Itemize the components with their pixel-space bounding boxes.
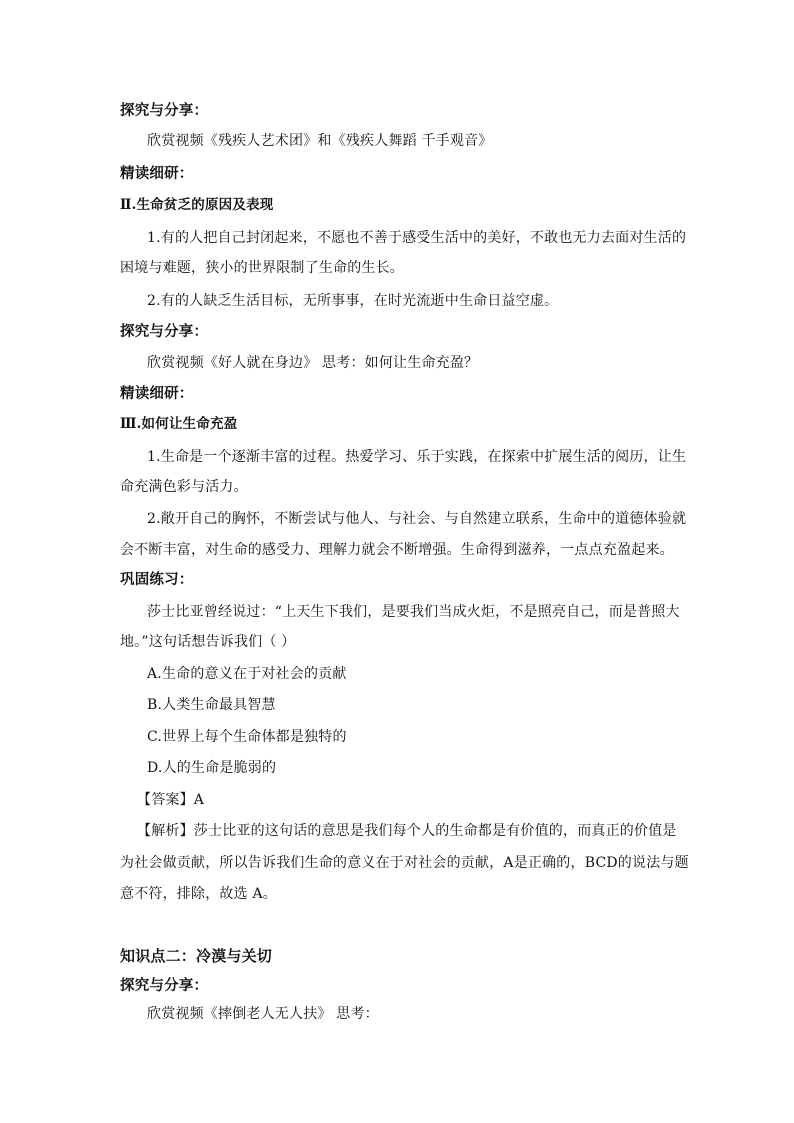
heading-explore-share-3: 探究与分享： — [120, 977, 209, 994]
subheading-life-poverty: Ⅱ.生命贫乏的原因及表现 — [120, 197, 274, 213]
option-c: C.世界上每个生命体都是独特的 — [147, 729, 347, 745]
paragraph-video-recommendation-2: 欣赏视频《好人就在身边》 思考：如何让生命充盈？ — [147, 355, 479, 371]
paragraph-enrich-life-1-line-2: 命充满色彩与活力。 — [120, 479, 248, 495]
paragraph-video-recommendation-3: 欣赏视频《摔倒老人无人扶》 思考： — [147, 1006, 379, 1022]
option-a: A.生命的意义在于对社会的贡献 — [147, 666, 347, 682]
paragraph-video-recommendation-1: 欣赏视频《残疾人艺术团》和《残疾人舞蹈 千手观音》 — [147, 133, 493, 149]
heading-explore-share-2: 探究与分享： — [120, 323, 209, 340]
heading-explore-share-1: 探究与分享： — [120, 102, 209, 119]
explanation-line-1: 【解析】莎士比亚的这句话的意思是我们每个人的生命都是有价值的，而真正的价值是 — [137, 823, 677, 839]
paragraph-life-poverty-2: 2.有的人缺乏生活目标，无所事事，在时光流逝中生命日益空虚。 — [147, 293, 559, 309]
paragraph-enrich-life-1-line-1: 1.生命是一个逐渐丰富的过程。热爱学习、乐于实践，在探索中扩展生活的阅历，让生 — [147, 449, 687, 465]
paragraph-life-poverty-1-line-1: 1.有的人把自己封闭起来，不愿也不善于感受生活中的美好，不敢也无力去面对生活的 — [147, 230, 687, 246]
question-line-2: 地。”这句话想告诉我们（ ） — [120, 634, 296, 650]
option-b: B.人类生命最具智慧 — [147, 697, 276, 713]
question-line-1: 莎士比亚曾经说过：“上天生下我们，是要我们当成火炬，不是照亮自己，而是普照大 — [147, 604, 680, 620]
paragraph-enrich-life-2-line-1: 2.敞开自己的胸怀，不断尝试与他人、与社会、与自然建立联系，生命中的道德体验就 — [147, 511, 687, 527]
paragraph-enrich-life-2-line-2: 会不断丰富，对生命的感受力、理解力就会不断增强。生命得到滋养，一点点充盈起来。 — [120, 542, 674, 558]
heading-intensive-reading-1: 精读细研： — [120, 165, 194, 182]
section-heading-apathy-care: 知识点二：冷漠与关切 — [120, 947, 273, 965]
heading-consolidation-exercise: 巩固练习： — [120, 571, 194, 588]
explanation-line-3: 意不符，排除，故选 A。 — [120, 886, 277, 902]
answer-text: 【答案】A — [137, 792, 205, 808]
paragraph-life-poverty-1-line-2: 困境与难题，狭小的世界限制了生命的生长。 — [120, 260, 404, 276]
heading-intensive-reading-2: 精读细研： — [120, 385, 194, 402]
subheading-enrich-life: Ⅲ.如何让生命充盈 — [120, 416, 238, 432]
option-d: D.人的生命是脆弱的 — [147, 760, 277, 776]
explanation-line-2: 为社会做贡献，所以告诉我们生命的意义在于对社会的贡献，A是正确的，BCD的说法与题 — [120, 855, 689, 871]
